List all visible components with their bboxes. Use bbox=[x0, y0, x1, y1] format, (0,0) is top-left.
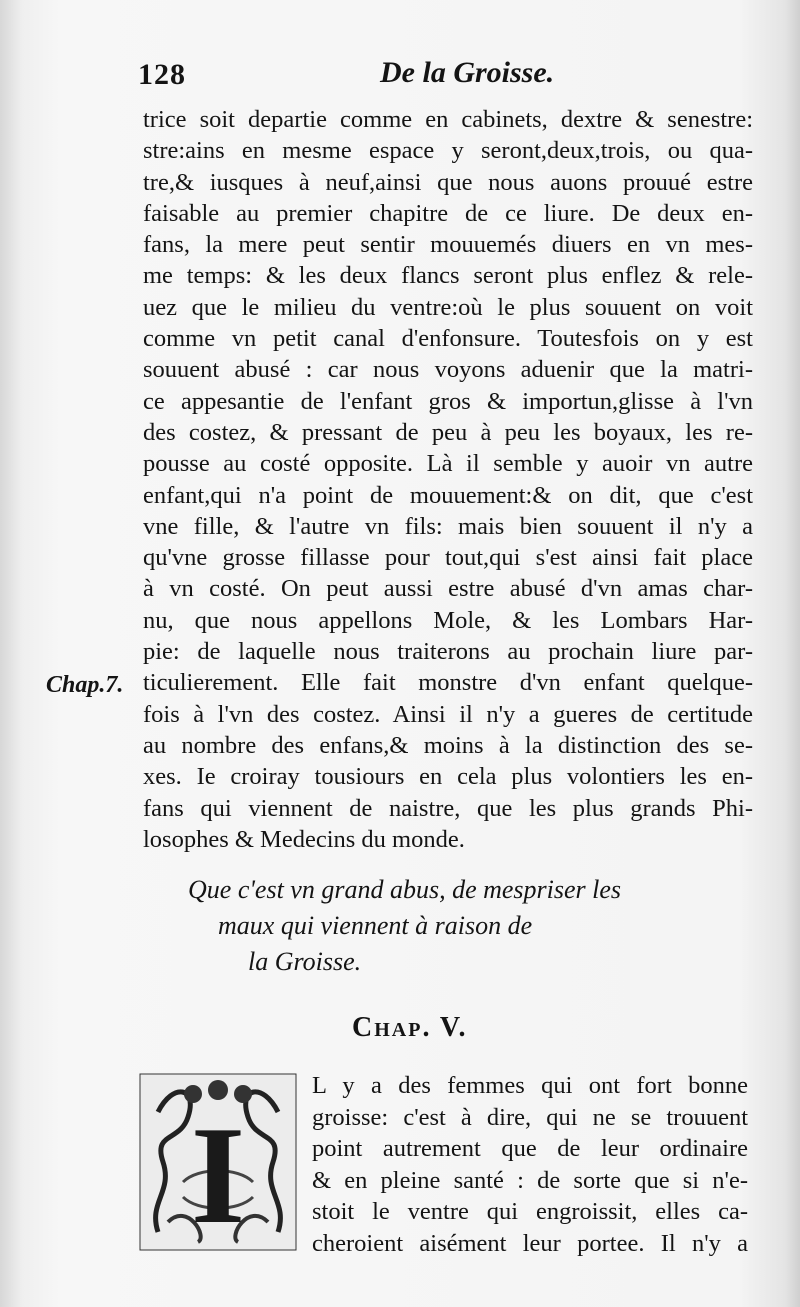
decorated-initial bbox=[138, 1072, 298, 1252]
chapter-title-line: la Groisse. bbox=[248, 947, 362, 976]
text-line: cheroient aisément leur portee. Il n'y a bbox=[312, 1229, 748, 1257]
text-line: faisable au premier chapitre de ce liure. De deux en- bbox=[143, 199, 753, 227]
text-line: ce appesantie de l'enfant gros & importun,glisse à l'vn bbox=[143, 387, 753, 415]
text-line: losophes & Medecins du monde. bbox=[143, 825, 465, 853]
text-line: pousse au costé opposite. Là il semble y auoir vn autre bbox=[143, 450, 753, 478]
text-line: des costez, & pressant de peu à peu les boyaux, les re- bbox=[143, 418, 753, 446]
chapter-label: Chap. V. bbox=[352, 1012, 468, 1043]
text-line: souuent abusé : car nous voyons aduenir que la matri- bbox=[143, 356, 753, 384]
text-line: L y a des femmes qui ont fort bonne bbox=[312, 1072, 748, 1099]
text-line: groisse: c'est à dire, qui ne se trouuent bbox=[312, 1103, 748, 1131]
chapter-title-line: maux qui viennent à raison de bbox=[218, 911, 533, 940]
text-line: vne fille, & l'autre vn fils: mais bien souuent il n'y a bbox=[143, 512, 753, 540]
text-line: fans, la mere peut sentir mouuemés diuers en vn mes- bbox=[143, 231, 753, 259]
text-line: uez que le milieu du ventre:où le plus souuent on voit bbox=[143, 293, 753, 321]
text-line: à vn costé. On peut aussi estre abusé d'vn amas char- bbox=[143, 575, 753, 603]
body-text bbox=[143, 104, 753, 855]
text-line: me temps: & les deux flancs seront plus enflez & rele- bbox=[143, 262, 753, 290]
running-head: De la Groisse. bbox=[380, 56, 555, 89]
chapter-title bbox=[188, 872, 658, 980]
text-line: & en pleine santé : de sorte que si n'e- bbox=[312, 1166, 748, 1194]
chapter-opening-text bbox=[312, 1070, 748, 1260]
chapter-title-line: Que c'est vn grand abus, de mespriser les bbox=[188, 875, 622, 904]
text-line: xes. Ie croiray tousiours en cela plus volontiers les en- bbox=[143, 763, 753, 791]
text-line: fois à l'vn des costez. Ainsi il n'y a gueres de certitude bbox=[143, 700, 753, 728]
text-line: qu'vne grosse fillasse pour tout,qui s'est ainsi fait place bbox=[143, 544, 753, 572]
text-line: stoit le ventre qui engroissit, elles ca- bbox=[312, 1198, 748, 1226]
text-line: comme vn petit canal d'enfonsure. Toutesfois on y est bbox=[143, 325, 753, 353]
initial-letter: I bbox=[190, 1098, 246, 1252]
page-number: 128 bbox=[138, 58, 186, 91]
text-line: ticulierement. Elle fait monstre d'vn enfant quelque- bbox=[143, 669, 753, 697]
text-line: trice soit departie comme en cabinets, dextre & senestre: bbox=[143, 106, 753, 133]
text-line: nu, que nous appellons Mole, & les Lombars Har- bbox=[143, 606, 753, 634]
text-line: enfant,qui n'a point de mouuement:& on dit, que c'est bbox=[143, 481, 753, 509]
text-line: pie: de laquelle nous traiterons au prochain liure par- bbox=[143, 638, 753, 666]
text-line: stre:ains en mesme espace y seront,deux,trois, ou qua- bbox=[143, 137, 753, 165]
text-line: au nombre des enfans,& moins à la distinction des se- bbox=[143, 731, 753, 759]
margin-note: Chap.7. bbox=[46, 672, 124, 698]
text-line: tre,& iusques à neuf,ainsi que nous auons prouué estre bbox=[143, 168, 753, 196]
text-line: point autrement que de leur ordinaire bbox=[312, 1135, 748, 1163]
text-line: fans qui viennent de naistre, que les plus grands Phi- bbox=[143, 794, 753, 822]
